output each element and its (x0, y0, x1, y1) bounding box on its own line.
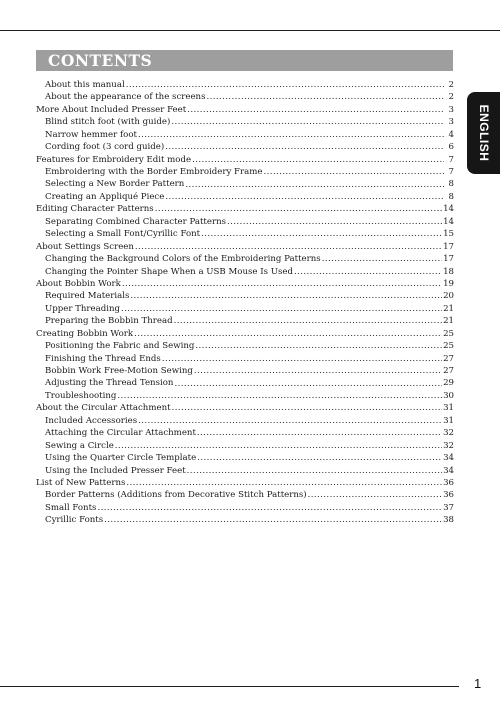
toc-entry-page: 21 (443, 316, 454, 327)
toc-entry[interactable] (36, 179, 454, 191)
toc-entry[interactable] (36, 440, 454, 452)
toc-entry-title: Adjusting the Thread Tension (45, 378, 174, 389)
toc-entry[interactable] (36, 502, 454, 514)
contents-title: CONTENTS (48, 51, 153, 70)
toc-entry-title: About this manual (45, 79, 125, 90)
toc-entry-title: About the Circular Attachment (36, 403, 171, 414)
toc-leader-dots (197, 452, 442, 464)
toc-entry[interactable] (36, 104, 454, 116)
toc-entry-page: 31 (443, 415, 454, 426)
toc-leader-dots (197, 427, 442, 439)
toc-leader-dots (322, 253, 442, 265)
toc-entry-page: 36 (443, 477, 454, 488)
toc-entry[interactable] (36, 489, 454, 501)
toc-leader-dots (194, 365, 442, 377)
toc-entry[interactable] (36, 514, 454, 526)
toc-leader-dots (227, 216, 442, 228)
toc-leader-dots (172, 402, 443, 414)
toc-entry-page: 34 (443, 465, 454, 476)
toc-leader-dots (134, 328, 442, 340)
toc-entry[interactable] (36, 228, 454, 240)
toc-entry[interactable] (36, 253, 454, 265)
toc-entry[interactable] (36, 203, 454, 215)
toc-entry-title: Creating an Appliqué Piece (45, 191, 165, 202)
toc-entry-page: 2 (448, 79, 454, 90)
toc-entry-page: 36 (443, 490, 454, 501)
toc-leader-dots (171, 116, 444, 128)
toc-entry[interactable] (36, 290, 454, 302)
toc-entry[interactable] (36, 378, 454, 390)
table-of-contents (36, 79, 454, 527)
toc-entry-title: Attaching the Circular Attachment (45, 428, 196, 439)
toc-leader-dots (122, 278, 442, 290)
toc-entry-page: 18 (443, 266, 454, 277)
toc-entry-title: Changing the Background Colors of the Embroidering Patterns (45, 254, 321, 265)
toc-entry-page: 25 (443, 328, 454, 339)
toc-leader-dots (165, 141, 444, 153)
contents-header (36, 50, 453, 71)
toc-entry-title: Preparing the Bobbin Thread (45, 316, 173, 327)
toc-entry[interactable] (36, 216, 454, 228)
toc-entry[interactable] (36, 241, 454, 253)
toc-entry[interactable] (36, 452, 454, 464)
toc-entry-title: Cyrillic Fonts (45, 515, 104, 526)
language-tab-label: ENGLISH (476, 104, 491, 162)
toc-entry-title: List of New Patterns (36, 477, 126, 488)
toc-entry-title: Small Fonts (45, 502, 97, 513)
toc-entry-page: 30 (443, 390, 454, 401)
toc-leader-dots (138, 129, 444, 141)
toc-entry[interactable] (36, 365, 454, 377)
toc-entry-page: 38 (443, 515, 454, 526)
toc-entry-title: Creating Bobbin Work (36, 328, 134, 339)
toc-entry-title: Editing Character Patterns (36, 204, 154, 215)
toc-entry-title: Border Patterns (Additions from Decorative Stitch Patterns) (45, 490, 307, 501)
toc-entry-title: About the appearance of the screens (45, 92, 206, 103)
toc-leader-dots (195, 340, 442, 352)
toc-leader-dots (115, 440, 442, 452)
page-number: 1 (474, 676, 482, 691)
toc-entry[interactable] (36, 91, 454, 103)
toc-entry-page: 2 (448, 92, 454, 103)
toc-entry-title: Required Materials (45, 291, 130, 302)
toc-entry-page: 20 (443, 291, 454, 302)
toc-leader-dots (117, 390, 442, 402)
toc-entry-page: 17 (443, 241, 454, 252)
toc-entry-title: More About Included Presser Feet (36, 104, 187, 115)
toc-entry-page: 25 (443, 341, 454, 352)
toc-entry[interactable] (36, 154, 454, 166)
toc-leader-dots (104, 514, 442, 526)
toc-entry-title: Blind stitch foot (with guide) (45, 117, 171, 128)
toc-entry[interactable] (36, 427, 454, 439)
toc-entry-page: 14 (443, 216, 454, 227)
toc-entry[interactable] (36, 402, 454, 414)
toc-entry-page: 31 (443, 403, 454, 414)
toc-leader-dots (135, 241, 442, 253)
toc-entry-title: Positioning the Fabric and Sewing (45, 341, 195, 352)
toc-entry-title: About Bobbin Work (36, 278, 121, 289)
toc-leader-dots (165, 191, 444, 203)
toc-entry-title: Upper Threading (45, 303, 121, 314)
toc-entry[interactable] (36, 340, 454, 352)
toc-entry[interactable] (36, 477, 454, 489)
toc-entry-page: 3 (448, 104, 454, 115)
toc-leader-dots (187, 104, 444, 116)
toc-entry-page: 21 (443, 303, 454, 314)
toc-entry-title: Using the Included Presser Feet (45, 465, 186, 476)
toc-leader-dots (174, 378, 442, 390)
toc-leader-dots (138, 415, 442, 427)
toc-entry[interactable] (36, 191, 454, 203)
toc-entry[interactable] (36, 278, 454, 290)
toc-leader-dots (121, 303, 442, 315)
toc-entry[interactable] (36, 166, 454, 178)
toc-entry-page: 32 (443, 428, 454, 439)
toc-entry-title: Sewing a Circle (45, 440, 114, 451)
toc-leader-dots (187, 465, 442, 477)
toc-entry[interactable] (36, 141, 454, 153)
toc-entry-title: Bobbin Work Free-Motion Sewing (45, 366, 193, 377)
toc-leader-dots (126, 477, 442, 489)
toc-entry-title: Features for Embroidery Edit mode (36, 154, 192, 165)
toc-entry[interactable] (36, 129, 454, 141)
language-tab (467, 92, 500, 174)
toc-entry-page: 34 (443, 453, 454, 464)
toc-entry-page: 14 (443, 204, 454, 215)
toc-entry-page: 37 (443, 502, 454, 513)
toc-entry-page: 3 (448, 117, 454, 128)
toc-entry[interactable] (36, 116, 454, 128)
toc-entry-title: Selecting a New Border Pattern (45, 179, 185, 190)
toc-entry-page: 8 (448, 191, 454, 202)
toc-entry-title: Narrow hemmer foot (45, 129, 137, 140)
toc-entry-title: About Settings Screen (36, 241, 134, 252)
toc-entry-page: 7 (448, 154, 454, 165)
toc-leader-dots (155, 203, 442, 215)
toc-entry[interactable] (36, 328, 454, 340)
toc-entry-title: Cording foot (3 cord guide) (45, 142, 165, 153)
toc-leader-dots (263, 166, 444, 178)
toc-entry-title: Using the Quarter Circle Template (45, 453, 197, 464)
toc-entry[interactable] (36, 390, 454, 402)
toc-entry[interactable] (36, 303, 454, 315)
toc-entry-page: 15 (443, 229, 454, 240)
toc-leader-dots (185, 179, 444, 191)
toc-leader-dots (201, 228, 442, 240)
toc-leader-dots (308, 489, 442, 501)
toc-leader-dots (162, 353, 442, 365)
toc-entry[interactable] (36, 415, 454, 427)
toc-leader-dots (130, 290, 442, 302)
toc-entry-page: 6 (448, 142, 454, 153)
toc-entry-page: 19 (443, 278, 454, 289)
toc-leader-dots (97, 502, 442, 514)
toc-entry-page: 8 (448, 179, 454, 190)
toc-entry-title: Selecting a Small Font/Cyrillic Font (45, 229, 201, 240)
toc-leader-dots (126, 79, 444, 91)
toc-entry[interactable] (36, 353, 454, 365)
toc-entry[interactable] (36, 315, 454, 327)
toc-entry-title: Included Accessories (45, 415, 138, 426)
toc-entry-page: 27 (443, 366, 454, 377)
toc-entry-title: Troubleshooting (45, 390, 117, 401)
toc-entry-title: Separating Combined Character Patterns (45, 216, 227, 227)
toc-entry-page: 29 (443, 378, 454, 389)
toc-entry-page: 17 (443, 254, 454, 265)
toc-leader-dots (294, 266, 442, 278)
toc-entry-title: Finishing the Thread Ends (45, 353, 161, 364)
bottom-rule (0, 686, 459, 687)
toc-entry[interactable] (36, 465, 454, 477)
toc-entry-page: 4 (448, 129, 454, 140)
top-rule (0, 30, 500, 31)
toc-entry-page: 32 (443, 440, 454, 451)
toc-entry[interactable] (36, 79, 454, 91)
toc-entry-page: 7 (448, 167, 454, 178)
toc-leader-dots (206, 91, 444, 103)
toc-leader-dots (174, 315, 442, 327)
toc-entry[interactable] (36, 266, 454, 278)
toc-leader-dots (192, 154, 444, 166)
toc-entry-title: Embroidering with the Border Embroidery Frame (45, 167, 263, 178)
toc-entry-title: Changing the Pointer Shape When a USB Mouse Is Used (45, 266, 293, 277)
toc-entry-page: 27 (443, 353, 454, 364)
